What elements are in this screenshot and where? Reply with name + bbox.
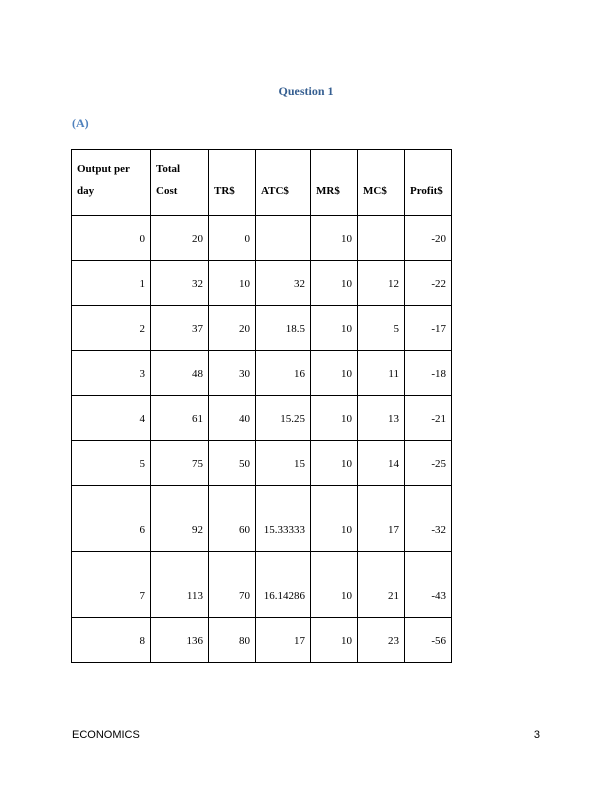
cell-total-cost: 37	[151, 306, 209, 351]
part-label: (A)	[72, 116, 89, 130]
table-row	[72, 306, 452, 351]
cell-profit: -43	[405, 552, 452, 618]
cost-revenue-table	[71, 149, 452, 663]
cell-output: 6	[72, 486, 151, 552]
cell-output: 2	[72, 306, 151, 351]
cell-mc: 21	[358, 552, 405, 618]
cell-mc: 5	[358, 306, 405, 351]
cell-profit: -22	[405, 261, 452, 306]
cell-profit: -21	[405, 396, 452, 441]
cell-atc: 18.5	[256, 306, 311, 351]
cell-tr: 10	[209, 261, 256, 306]
cell-tr: 80	[209, 618, 256, 663]
cell-tr: 0	[209, 216, 256, 261]
cell-mr: 10	[311, 216, 358, 261]
cell-atc: 16	[256, 351, 311, 396]
cell-tr: 60	[209, 486, 256, 552]
cell-atc	[256, 216, 311, 261]
cell-output: 1	[72, 261, 151, 306]
table-header-row	[72, 150, 452, 216]
cell-mc: 23	[358, 618, 405, 663]
question-title: Question 1	[278, 84, 334, 98]
cell-tr: 50	[209, 441, 256, 486]
cell-mc	[358, 216, 405, 261]
cell-atc: 15.33333	[256, 486, 311, 552]
cell-mr: 10	[311, 351, 358, 396]
table-row	[72, 216, 452, 261]
table-row	[72, 486, 452, 552]
cell-mc: 17	[358, 486, 405, 552]
header-tr: TR$	[209, 150, 256, 216]
header-profit: Profit$	[405, 150, 452, 216]
cell-total-cost: 32	[151, 261, 209, 306]
cell-mr: 10	[311, 396, 358, 441]
cell-mr: 10	[311, 618, 358, 663]
cell-profit: -56	[405, 618, 452, 663]
cell-mc: 13	[358, 396, 405, 441]
table-row	[72, 618, 452, 663]
table-body	[72, 216, 452, 663]
table-row	[72, 441, 452, 486]
cell-mr: 10	[311, 306, 358, 351]
cell-total-cost: 48	[151, 351, 209, 396]
cell-total-cost: 92	[151, 486, 209, 552]
cell-output: 3	[72, 351, 151, 396]
cell-atc: 15.25	[256, 396, 311, 441]
cell-total-cost: 61	[151, 396, 209, 441]
cell-tr: 20	[209, 306, 256, 351]
running-head: ECONOMICS	[72, 729, 140, 741]
cell-profit: -18	[405, 351, 452, 396]
cell-total-cost: 20	[151, 216, 209, 261]
cell-output: 5	[72, 441, 151, 486]
cell-profit: -17	[405, 306, 452, 351]
cell-atc: 32	[256, 261, 311, 306]
cell-output: 4	[72, 396, 151, 441]
page-number: 3	[533, 729, 540, 741]
table-row	[72, 552, 452, 618]
table-row	[72, 351, 452, 396]
header-total-cost: Total Cost	[151, 150, 209, 216]
cell-total-cost: 75	[151, 441, 209, 486]
cell-mc: 11	[358, 351, 405, 396]
cell-atc: 17	[256, 618, 311, 663]
header-mr: MR$	[311, 150, 358, 216]
cell-output: 0	[72, 216, 151, 261]
cell-atc: 16.14286	[256, 552, 311, 618]
cell-output: 7	[72, 552, 151, 618]
cell-mr: 10	[311, 441, 358, 486]
cell-total-cost: 136	[151, 618, 209, 663]
cell-profit: -20	[405, 216, 452, 261]
cell-mr: 10	[311, 486, 358, 552]
cell-mc: 12	[358, 261, 405, 306]
cell-profit: -25	[405, 441, 452, 486]
cell-atc: 15	[256, 441, 311, 486]
header-mc: MC$	[358, 150, 405, 216]
cell-profit: -32	[405, 486, 452, 552]
header-atc: ATC$	[256, 150, 311, 216]
cell-tr: 30	[209, 351, 256, 396]
cell-total-cost: 113	[151, 552, 209, 618]
cell-tr: 70	[209, 552, 256, 618]
cell-mc: 14	[358, 441, 405, 486]
cell-tr: 40	[209, 396, 256, 441]
header-output-per-day: Output per day	[72, 150, 151, 216]
cell-output: 8	[72, 618, 151, 663]
cell-mr: 10	[311, 552, 358, 618]
table-row	[72, 261, 452, 306]
table-row	[72, 396, 452, 441]
cell-mr: 10	[311, 261, 358, 306]
